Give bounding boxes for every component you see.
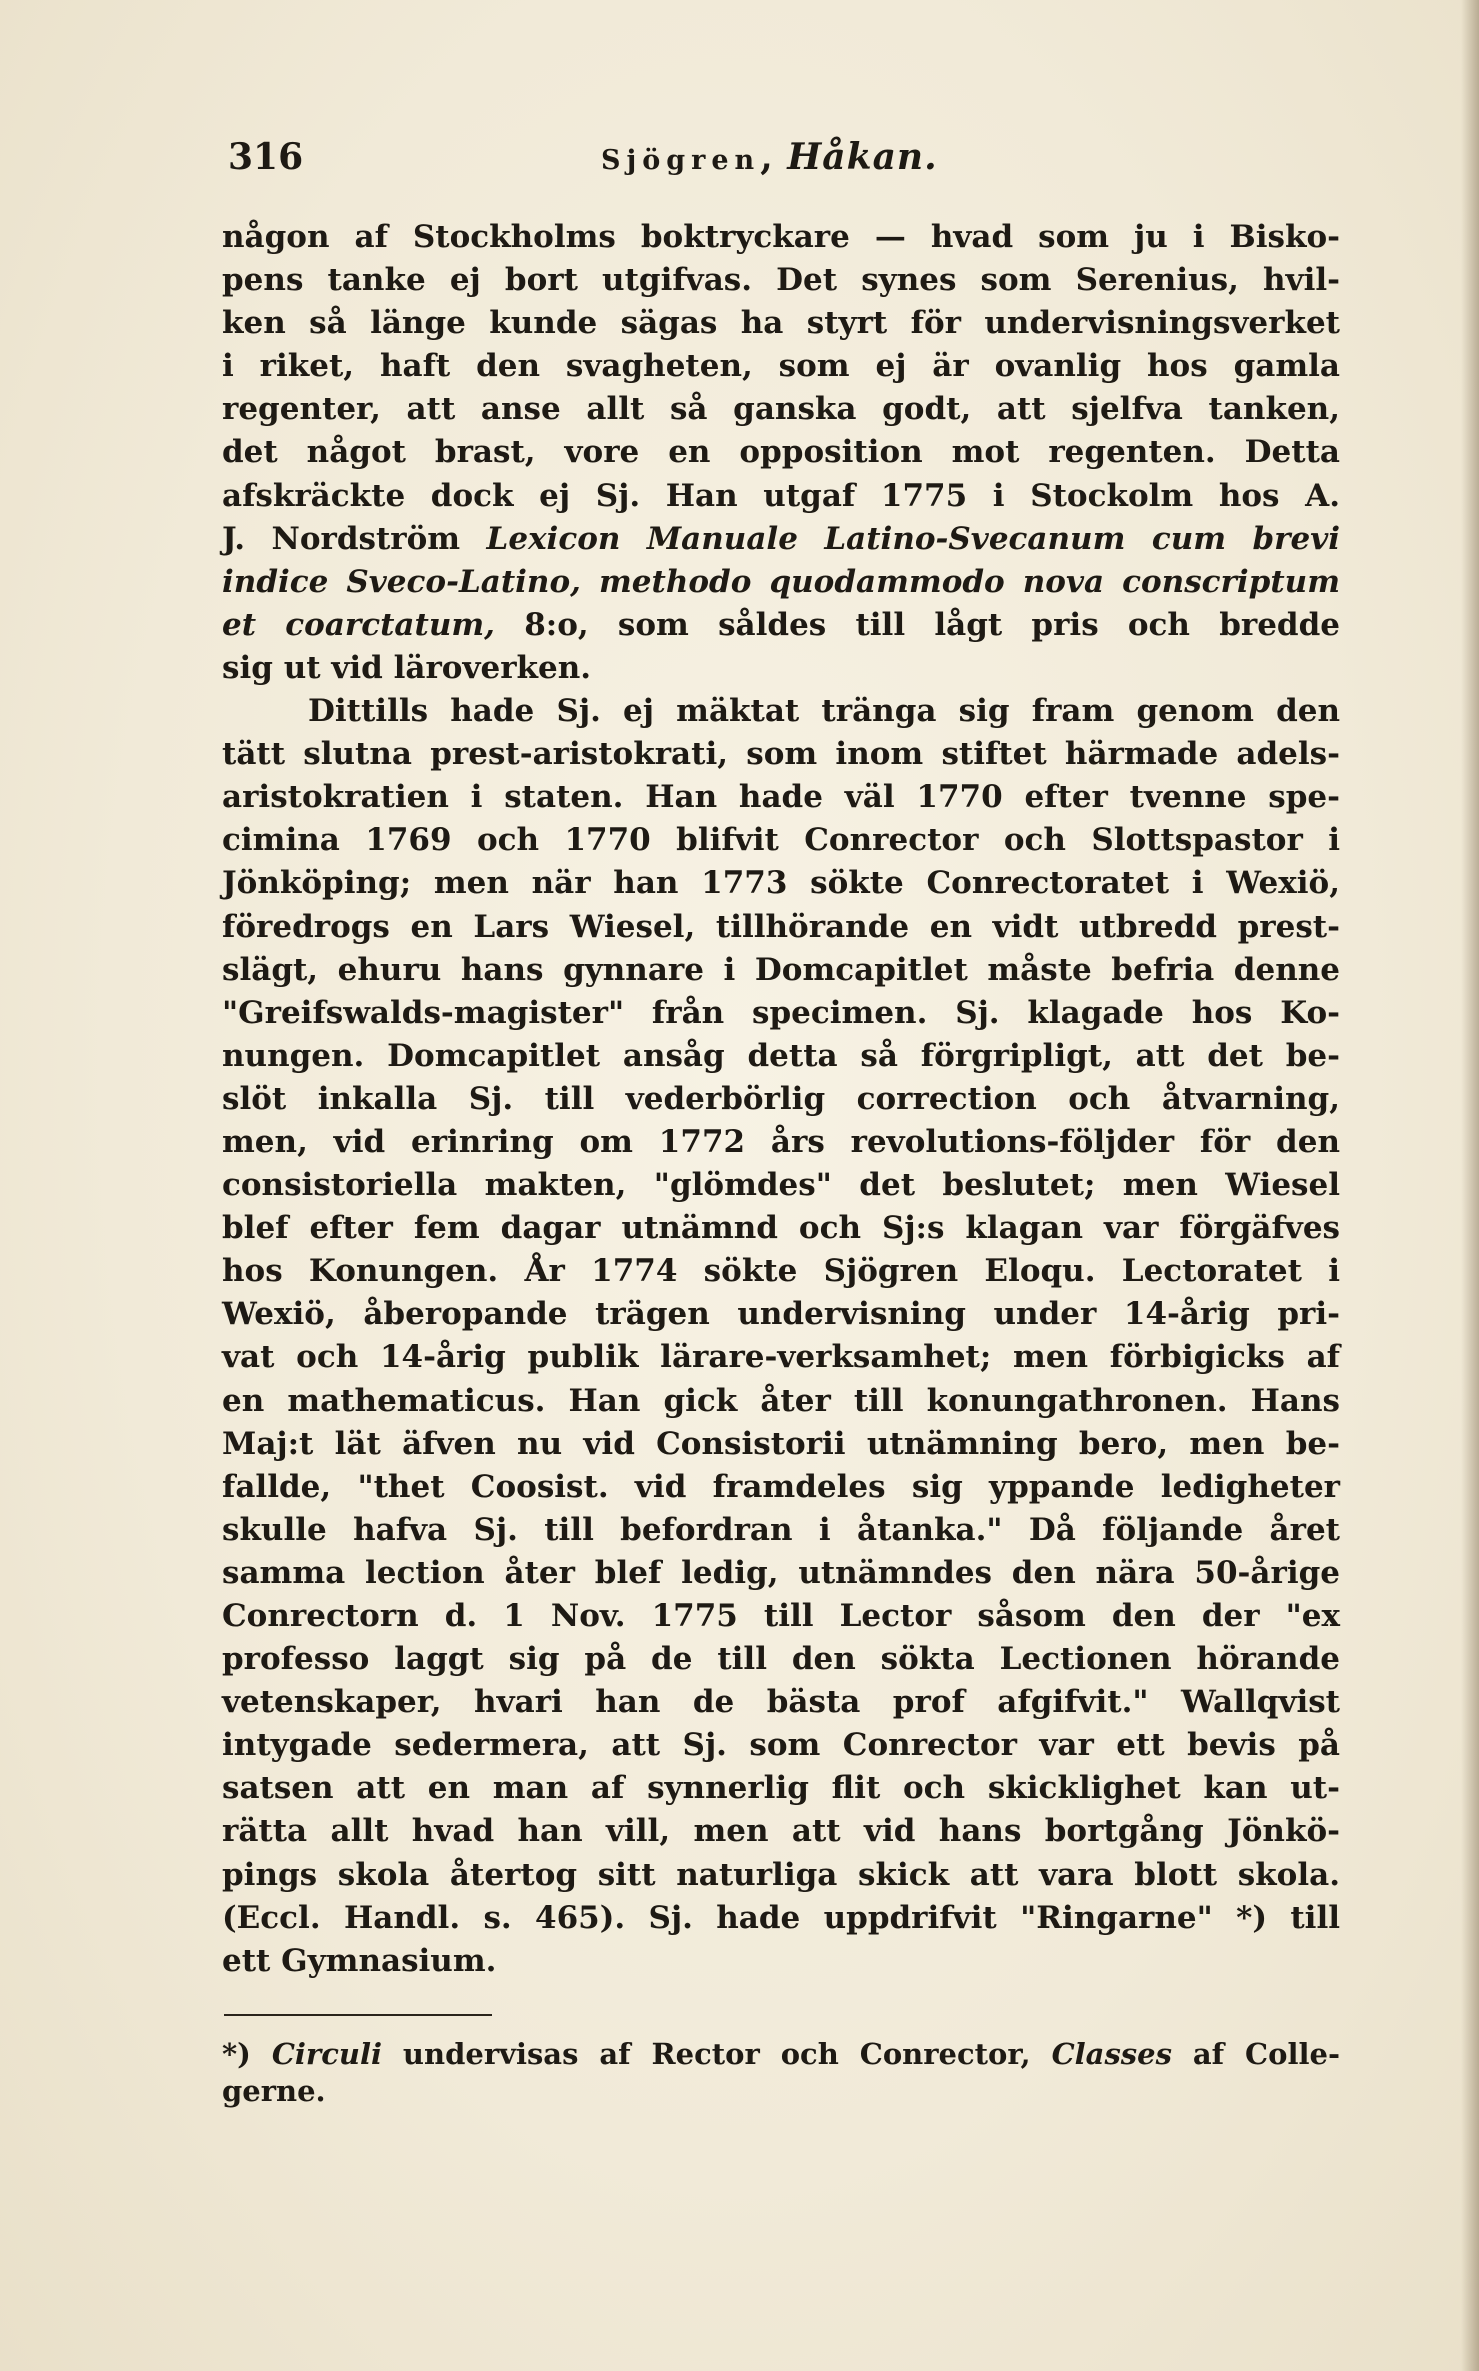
text-line: ken så länge kunde sägas ha styrt för undervisningsverket xyxy=(222,305,1340,342)
text-line: J. Nordström Lexicon Manuale Latino-Svecanum cum brevi xyxy=(222,520,1340,557)
text-line: aristokratien i staten. Han hade väl 1770 efter tvenne spe- xyxy=(222,779,1340,816)
text-line: Conrectorn d. 1 Nov. 1775 till Lector såsom den der "ex xyxy=(222,1598,1340,1634)
text-line: *) Circuli undervisas af Rector och Conrector, Classes af Colle- xyxy=(222,2037,1340,2071)
text-line: i riket, haft den svagheten, som ej är ovanlig hos gamla xyxy=(222,348,1340,385)
author-surname: Sjögren xyxy=(601,145,761,176)
author-given-name: Håkan. xyxy=(787,136,938,178)
text-line: professo laggt sig på de till den sökta Lectionen hörande xyxy=(222,1641,1340,1678)
text-line: Wexiö, åberopande trägen undervisning under 14-årig pri- xyxy=(222,1296,1340,1333)
text-line: regenter, att anse allt så ganska godt, att sjelfva tanken, xyxy=(222,391,1340,428)
text-line: Maj:t lät äfven nu vid Consistorii utnämning bero, men be- xyxy=(222,1425,1340,1462)
italic-title: Classes xyxy=(1051,2037,1172,2071)
footnote-rule xyxy=(224,2014,492,2016)
text-line: Jönköping; men när han 1773 sökte Conrectoratet i Wexiö, xyxy=(222,865,1340,902)
text-line: blef efter fem dagar utnämnd och Sj:s klagan var förgäfves xyxy=(222,1210,1340,1247)
text-line: men, vid erinring om 1772 års revolutions-följder för den xyxy=(222,1123,1340,1160)
text-line: slägt, ehuru hans gynnare i Domcapitlet måste befria denne xyxy=(222,951,1340,988)
text-line: någon af Stockholms boktryckare — hvad som ju i Bisko- xyxy=(222,219,1340,255)
text-line: pings skola återtog sitt naturliga skick att vara blott skola. xyxy=(222,1856,1340,1893)
text-line: gerne. xyxy=(222,2074,326,2108)
text-line: satsen att en man af synnerlig flit och skicklighet kan ut- xyxy=(222,1770,1340,1807)
text-line: vat och 14-årig publik lärare-verksamhet; men förbigicks af xyxy=(222,1339,1340,1376)
text-line: nungen. Domcapitlet ansåg detta så förgripligt, att det be- xyxy=(222,1037,1340,1074)
italic-title: Lexicon Manuale Latino-Svecanum cum brevi xyxy=(486,520,1340,557)
text-line: slöt inkalla Sj. till vederbörlig correction och åtvarning, xyxy=(222,1080,1340,1117)
text-line: skulle hafva Sj. till befordran i åtanka." Då följande året xyxy=(222,1511,1340,1548)
text-line xyxy=(222,561,1340,604)
italic-title: indice Sveco-Latino, methodo quodammodo nova conscriptum xyxy=(222,563,1340,600)
text-line: et coarctatum, 8:o, som såldes till lågt pris och bredde xyxy=(222,606,1341,643)
text-line: vetenskaper, hvari han de bästa prof afgifvit." Wallqvist xyxy=(222,1684,1340,1721)
text-line: afskräckte dock ej Sj. Han utgaf 1775 i Stockolm hos A. xyxy=(222,477,1340,514)
text-line: cimina 1769 och 1770 blifvit Conrector och Slottspastor i xyxy=(222,822,1340,859)
text-line: samma lection åter blef ledig, utnämndes den nära 50-årige xyxy=(222,1554,1340,1591)
text-line: sig ut vid läroverken. xyxy=(222,649,592,686)
text-line: tätt slutna prest-aristokrati, som inom stiftet härmade adels- xyxy=(222,736,1340,773)
italic-title: Circuli xyxy=(271,2037,382,2071)
text-line: ett Gymnasium. xyxy=(222,1942,497,1979)
italic-title: et coarctatum, xyxy=(222,606,495,643)
text-line: pens tanke ej bort utgifvas. Det synes som Serenius, hvil- xyxy=(222,262,1340,299)
text-line: föredrogs en Lars Wiesel, tillhörande en vidt utbredd prest- xyxy=(222,908,1340,945)
running-head-comma: , xyxy=(760,136,788,178)
text-line: hos Konungen. År 1774 sökte Sjögren Eloqu. Lectoratet i xyxy=(222,1253,1340,1290)
text-line: "Greifswalds-magister" från specimen. Sj. klagade hos Ko- xyxy=(222,994,1340,1031)
text-line: intygade sedermera, att Sj. som Conrector var ett bevis på xyxy=(222,1727,1340,1764)
running-head xyxy=(601,136,938,178)
text-line: Dittills hade Sj. ej mäktat tränga sig fram genom den xyxy=(308,693,1340,730)
text-line: det något brast, vore en opposition mot regenten. Detta xyxy=(222,434,1340,471)
text-line: (Eccl. Handl. s. 465). Sj. hade uppdrifvit "Ringarne" *) till xyxy=(222,1899,1340,1936)
text-line: consistoriella makten, "glömdes" det beslutet; men Wiesel xyxy=(222,1167,1340,1204)
page-number: 316 xyxy=(228,136,304,178)
text-line: en mathematicus. Han gick åter till konungathronen. Hans xyxy=(222,1382,1340,1419)
text-line: fallde, "thet Coosist. vid framdeles sig yppande ledigheter xyxy=(222,1468,1340,1505)
footnote xyxy=(222,2036,1340,2110)
body-text xyxy=(222,216,1340,1983)
page-edge-shadow xyxy=(1461,0,1479,2371)
page-header xyxy=(228,136,1338,186)
text-line: rätta allt hvad han vill, men att vid hans bortgång Jönkö- xyxy=(222,1813,1340,1850)
